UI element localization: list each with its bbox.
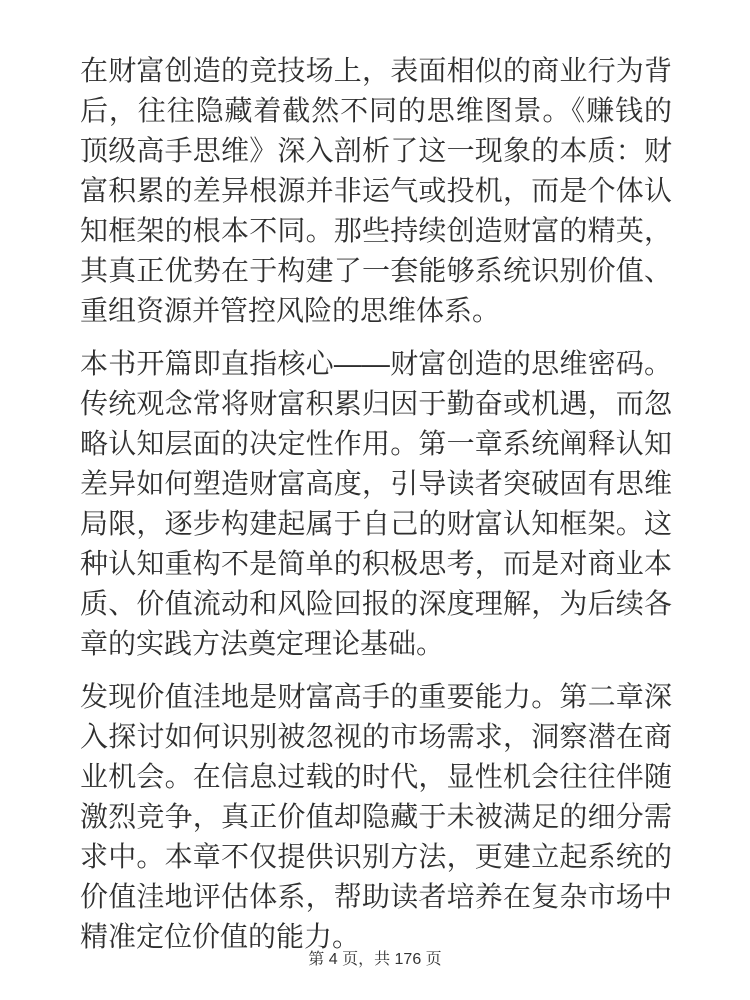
paragraph-2: 本书开篇即直指核心——财富创造的思维密码。传统观念常将财富积累归因于勤奋或机遇，而忽略认知层面的决定性作用。第一章系统阐释认知差异如何塑造财富高度，引导读者突破固有思维局限，逐步构建起属于自己的财富认知框架。这种认知重构不是简单的积极思考，而是对商业本质、价值流动和风险回报的深度理解，为后续各章的实践方法奠定理论基础。 — [80, 348, 672, 659]
document-body — [80, 51, 672, 970]
paragraph-3: 发现价值洼地是财富高手的重要能力。第二章深入探讨如何识别被忽视的市场需求，洞察潜在商业机会。在信息过载的时代，显性机会往往伴随激烈竞争，真正价值却隐藏于未被满足的细分需求中。本章不仅提供识别方法，更建立起系统的价值洼地评估体系，帮助读者培养在复杂市场中精准定位价值的能力。 — [80, 681, 672, 952]
page-number-footer: 第 4 页，共 176 页 — [308, 951, 442, 968]
paragraph-1: 在财富创造的竞技场上，表面相似的商业行为背后，往往隐藏着截然不同的思维图景。《赚钱的顶级高手思维》深入剖析了这一现象的本质：财富积累的差异根源并非运气或投机，而是个体认知框架的根本不同。那些持续创造财富的精英，其真正优势在于构建了一套能够系统识别价值、重组资源并管控风险的思维体系。 — [80, 55, 672, 326]
